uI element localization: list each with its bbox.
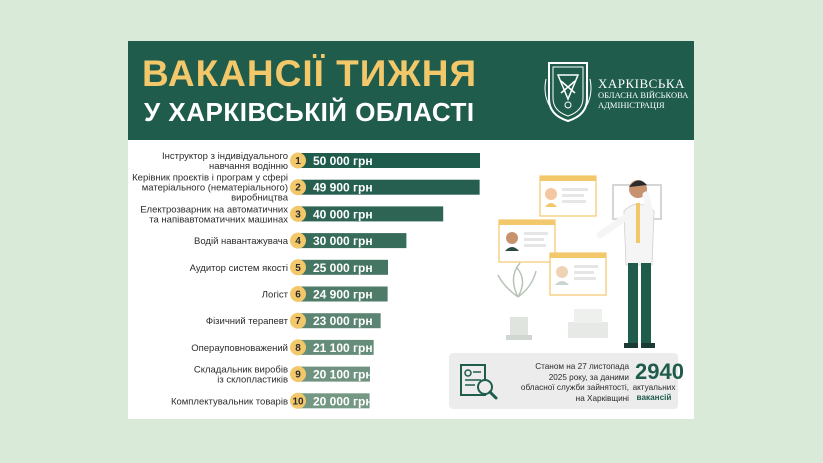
rank-label: 9	[295, 369, 301, 381]
category-label: Електрозварник на автоматичних та напівавтоматичних машинах	[140, 204, 288, 226]
bar-value-label: 23 000 грн	[313, 314, 373, 329]
vacancy-count: 2940	[635, 359, 684, 384]
category-label: Фізичний терапевт	[205, 316, 288, 328]
category-label: Складальник виробів із склопластиків	[193, 364, 288, 386]
vacancy-count-caption: актуальних вакансій	[632, 383, 676, 402]
hr-illustration	[488, 167, 688, 357]
bar-value-label: 25 000 грн	[313, 260, 373, 275]
bar-value-label: 30 000 грн	[313, 234, 373, 249]
category-label: Комплектувальник товарів	[170, 396, 288, 408]
rank-label: 8	[295, 342, 301, 354]
category-label: Аудитор систем якості	[189, 262, 288, 274]
bar-value-label: 50 000 грн	[313, 154, 373, 168]
coat-of-arms-icon	[543, 59, 593, 123]
bar-value-label: 24 900 грн	[313, 287, 373, 302]
vacancy-bar-chart	[128, 140, 488, 409]
category-label: Операуповноважений	[191, 342, 288, 354]
bar-value-label: 20 100 грн	[313, 367, 373, 382]
infographic-card	[128, 41, 694, 419]
category-label: Водій навантажувача	[194, 236, 288, 248]
rank-label: 10	[292, 396, 304, 408]
subtitle: У ХАРКІВСЬКІЙ ОБЛАСТІ	[144, 97, 475, 127]
rank-label: 7	[295, 316, 301, 328]
rank-label: 5	[295, 262, 301, 274]
summary-text: Станом на 27 листопада 2025 року, за даними обласної служби зайнятості, на Харківщині	[520, 362, 629, 403]
main-title: ВАКАНСІЇ ТИЖНЯ	[142, 53, 478, 94]
category-label: Логіст	[261, 289, 288, 301]
bar-value-label: 21 100 грн	[313, 340, 373, 355]
rank-label: 6	[295, 289, 301, 301]
header-banner	[128, 41, 694, 140]
rank-label: 3	[295, 209, 301, 221]
profile-card-3	[550, 253, 606, 295]
category-label: Інструктор з індивідуального навчання водінню	[161, 151, 288, 172]
bar-value-label: 20 000 грн	[313, 394, 373, 409]
document-search-icon	[459, 363, 499, 401]
organization-name: ХАРКІВСЬКА ОБЛАСНА ВІЙСЬКОВА АДМІНІСТРАЦІЯ	[598, 76, 689, 110]
profile-card-2	[499, 220, 555, 262]
bar-value-label: 40 000 грн	[313, 207, 373, 222]
profile-card-1	[540, 176, 596, 216]
rank-label: 1	[295, 156, 301, 167]
plant-illustration	[498, 263, 536, 340]
summary-box	[449, 353, 684, 409]
category-label: Керівник проєктів і програм у сфері матеріального (нематеріального) виробництва	[132, 172, 288, 204]
rank-label: 4	[295, 236, 301, 248]
box-illustration	[568, 322, 608, 338]
standing-man-illustration	[600, 180, 655, 348]
rank-label: 2	[295, 182, 301, 194]
bar-value-label: 49 900 грн	[313, 180, 373, 195]
